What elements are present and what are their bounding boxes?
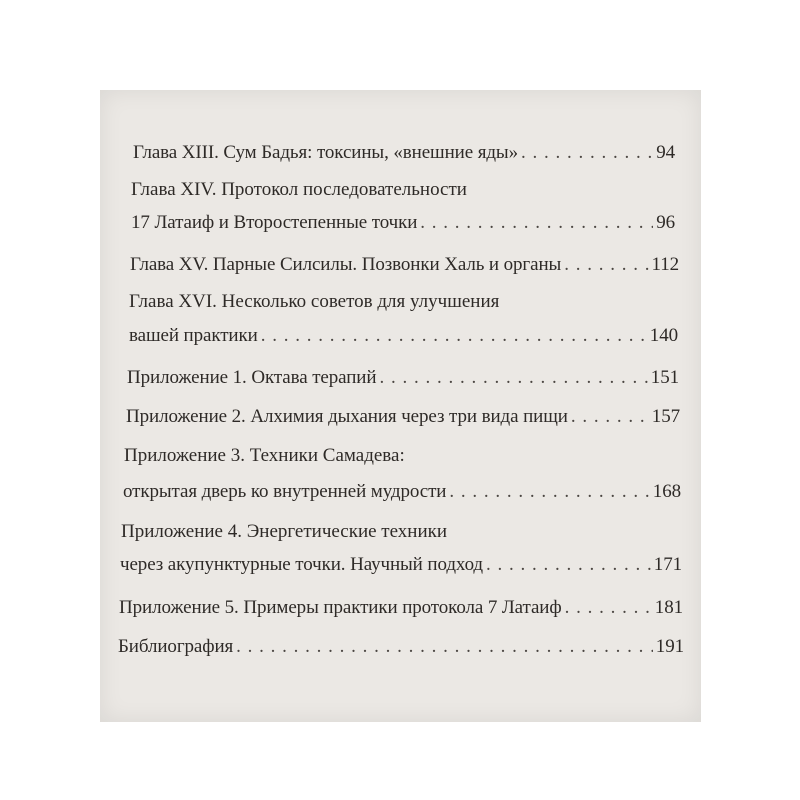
toc-entry-appendix-2 xyxy=(126,406,680,428)
toc-page-number: 96 xyxy=(656,212,675,233)
toc-entry-title: Приложение 1. Октава терапий xyxy=(127,367,377,388)
dot-leader xyxy=(571,406,649,428)
toc-page-number: 94 xyxy=(656,142,675,163)
toc-entry-chapter-16-line1: Глава XVI. Несколько советов для улучшения xyxy=(129,291,500,312)
toc-entry-chapter-14-line1: Глава XIV. Протокол последовательности xyxy=(131,179,467,200)
toc-page-number: 171 xyxy=(653,554,682,575)
toc-entry-bibliography xyxy=(118,636,684,658)
dot-leader xyxy=(261,325,647,347)
toc-entry-title: Приложение 2. Алхимия дыхания через три вида пищи xyxy=(126,406,568,427)
toc-entry-title: Глава XV. Парные Силсилы. Позвонки Халь и органы xyxy=(130,254,562,275)
toc-entry-appendix-3 xyxy=(123,481,681,503)
toc-entry-appendix-4 xyxy=(120,554,682,576)
toc-entry-chapter-13 xyxy=(133,142,675,164)
toc-entry-title: открытая дверь ко внутренней мудрости xyxy=(123,481,447,502)
toc-entry-title: вашей практики xyxy=(129,325,258,346)
toc-entry-title: 17 Латаиф и Второстепенные точки xyxy=(131,212,418,233)
dot-leader xyxy=(486,554,651,576)
dot-leader xyxy=(449,481,649,503)
toc-page-number: 112 xyxy=(651,254,679,275)
book-page xyxy=(100,90,701,722)
dot-leader xyxy=(236,636,653,658)
toc-entry-appendix-5 xyxy=(119,597,683,619)
dot-leader xyxy=(564,254,648,276)
dot-leader xyxy=(565,597,652,619)
toc-page-number: 157 xyxy=(651,406,680,427)
toc-entry-chapter-14 xyxy=(131,212,675,234)
dot-leader xyxy=(420,212,653,234)
toc-page-number: 191 xyxy=(655,636,684,657)
toc-entry-appendix-3-line1: Приложение 3. Техники Самадева: xyxy=(124,445,405,466)
toc-entry-chapter-15 xyxy=(130,254,679,276)
toc-entry-appendix-1 xyxy=(127,367,679,389)
dot-leader xyxy=(521,142,653,164)
toc-entry-appendix-4-line1: Приложение 4. Энергетические техники xyxy=(121,521,448,542)
toc-page-number: 151 xyxy=(650,367,679,388)
dot-leader xyxy=(379,367,647,389)
toc-entry-chapter-16 xyxy=(129,325,678,347)
toc-page-number: 140 xyxy=(649,325,678,346)
table-of-contents xyxy=(100,90,701,722)
toc-page-number: 181 xyxy=(654,597,683,618)
toc-page-number: 168 xyxy=(652,481,681,502)
toc-entry-title: Приложение 5. Примеры практики протокола 7 Латаиф xyxy=(119,597,562,618)
toc-entry-title: через акупунктурные точки. Научный подход xyxy=(120,554,483,575)
toc-entry-title: Глава XIII. Сум Бадья: токсины, «внешние яды» xyxy=(133,142,518,163)
toc-entry-title: Библиография xyxy=(118,636,234,657)
